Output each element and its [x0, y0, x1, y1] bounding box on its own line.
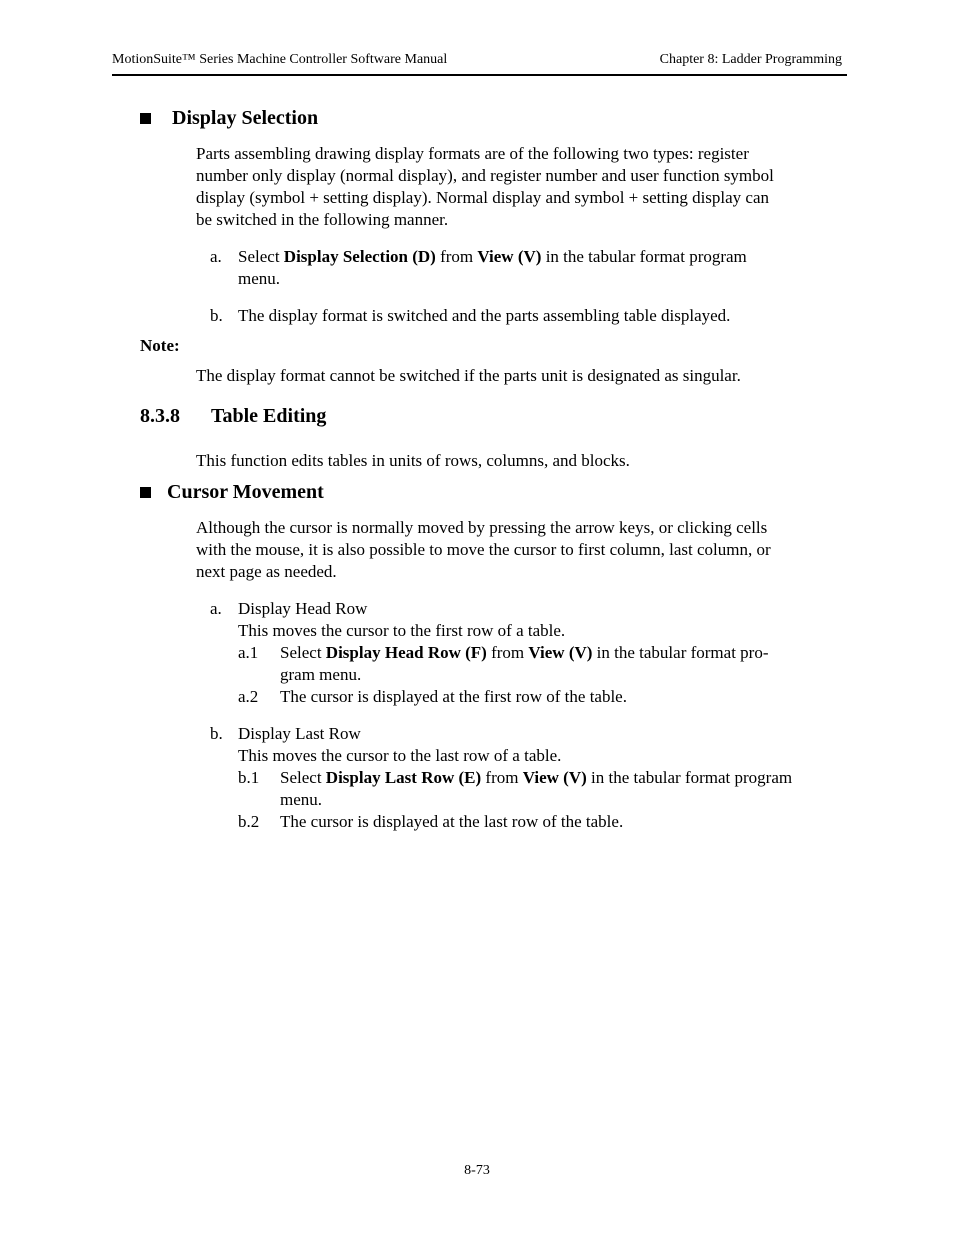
display-selection-heading-text: Display Selection — [172, 107, 319, 129]
menu-command: Display Head Row (F) — [325, 643, 487, 662]
menu-command: Display Last Row (E) — [325, 768, 482, 787]
note-text: The display format cannot be switched if the parts unit is designated as singular. — [196, 366, 741, 385]
sub-step-a1 — [238, 642, 769, 686]
paragraph-line: Parts assembling drawing display formats are of the following two types: register — [196, 144, 749, 163]
step-text: from — [486, 643, 529, 662]
header-chapter-title: Chapter 8: Ladder Programming — [659, 52, 842, 67]
header-manual-title: MotionSuite™ Series Machine Controller Software Manual — [112, 52, 448, 67]
paragraph-line: Although the cursor is normally moved by pressing the arrow keys, or clicking cells — [196, 518, 768, 537]
sub-step-text-line — [280, 767, 792, 789]
step-text: in the tabular format program — [586, 768, 793, 787]
cursor-movement-paragraph — [196, 517, 771, 583]
item-label: a. — [210, 599, 222, 618]
step-text: in the tabular format pro- — [592, 643, 769, 662]
note-label: Note: — [140, 336, 180, 355]
square-bullet-icon — [140, 113, 151, 124]
sub-step-text-line-2: menu. — [280, 790, 323, 809]
display-selection-heading — [140, 107, 318, 130]
paragraph-line: display (symbol + setting display). Normal display and symbol + setting display can — [196, 188, 770, 207]
menu-name: View (V) — [528, 643, 593, 662]
item-label: b. — [210, 724, 223, 743]
paragraph-line: be switched in the following manner. — [196, 210, 449, 229]
step-text-line — [238, 246, 747, 268]
sub-step-text: The cursor is displayed at the last row of the table. — [280, 812, 624, 831]
section-intro: This function edits tables in units of rows, columns, and blocks. — [196, 451, 630, 470]
item-desc: This moves the cursor to the first row of a table. — [238, 621, 566, 640]
sub-step-a2 — [238, 686, 769, 708]
step-text: Select — [238, 247, 284, 266]
paragraph-line: next page as needed. — [196, 562, 337, 581]
step-text: in the tabular format program — [541, 247, 747, 266]
display-selection-step-a — [210, 246, 747, 290]
section-title: Table Editing — [211, 405, 327, 427]
sub-step-text: The cursor is displayed at the first row of the table. — [280, 687, 627, 706]
item-title: Display Head Row — [238, 599, 368, 618]
step-label: a. — [210, 247, 222, 266]
step-text: from — [481, 768, 523, 787]
item-desc: This moves the cursor to the last row of a table. — [238, 746, 562, 765]
cursor-movement-heading — [140, 481, 324, 504]
item-title: Display Last Row — [238, 724, 361, 743]
sub-step-label: a.1 — [238, 643, 259, 662]
step-text: Select — [280, 643, 326, 662]
display-selection-paragraph — [196, 143, 774, 231]
step-text: Select — [280, 768, 326, 787]
step-text: from — [435, 247, 478, 266]
square-bullet-icon — [140, 487, 151, 498]
menu-name: View (V) — [522, 768, 587, 787]
cursor-item-b — [210, 723, 792, 833]
step-text-line-2: menu. — [238, 269, 281, 288]
menu-name: View (V) — [477, 247, 542, 266]
page-number: 8-73 — [464, 1163, 490, 1178]
sub-step-label: b.1 — [238, 768, 260, 787]
sub-step-b1 — [238, 767, 792, 811]
display-selection-step-b — [210, 305, 730, 327]
sub-step-text-line — [280, 642, 769, 664]
step-label: b. — [210, 306, 223, 325]
sub-step-text-line-2: gram menu. — [280, 665, 362, 684]
page-header — [112, 52, 847, 76]
menu-command: Display Selection (D) — [283, 247, 436, 266]
paragraph-line: number only display (normal display), and register number and user function symbol — [196, 166, 774, 185]
paragraph-line: with the mouse, it is also possible to move the cursor to first column, last column, or — [196, 540, 771, 559]
step-text: The display format is switched and the parts assembling table displayed. — [238, 306, 731, 325]
section-heading — [140, 405, 327, 428]
cursor-movement-heading-text: Cursor Movement — [167, 481, 324, 503]
section-number: 8.3.8 — [140, 405, 180, 427]
sub-step-label: b.2 — [238, 812, 260, 831]
sub-step-b2 — [238, 811, 792, 833]
cursor-item-a — [210, 598, 769, 708]
sub-step-label: a.2 — [238, 687, 259, 706]
